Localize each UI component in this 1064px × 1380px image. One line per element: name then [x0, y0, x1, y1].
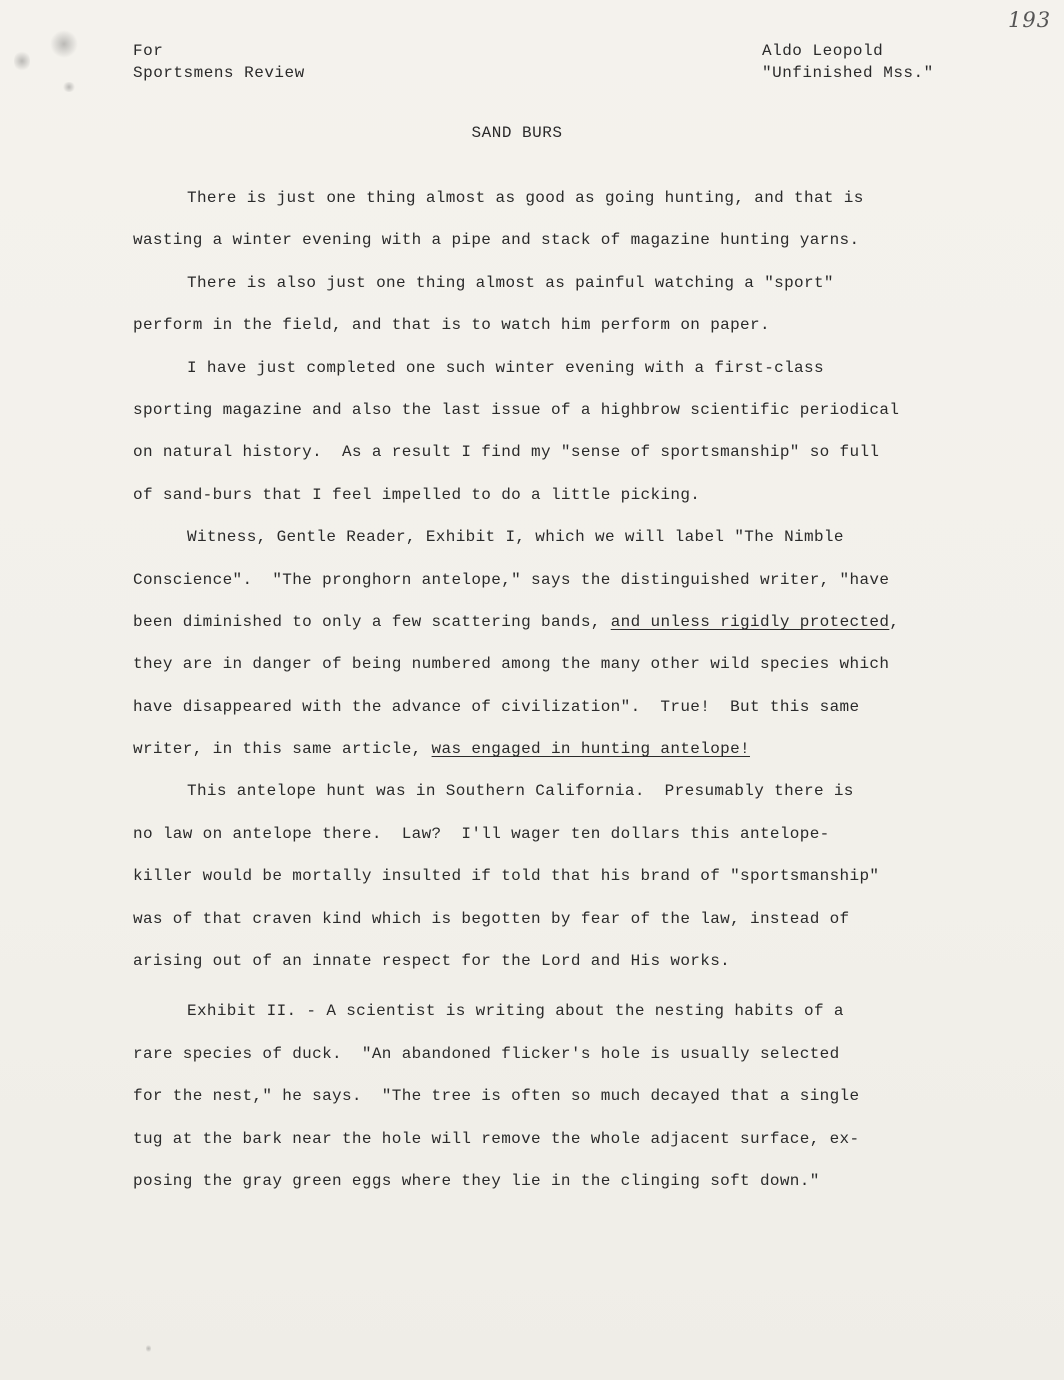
text-line: Conscience". "The pronghorn antelope," says the distinguished writer, "have — [133, 570, 890, 589]
text-line: on natural history. As a result I find my "sense of sportsmanship" so full — [133, 443, 880, 462]
text-line: for the nest," he says. "The tree is often so much decayed that a single — [133, 1087, 860, 1106]
text-line — [133, 606, 963, 648]
text-line: of sand-burs that I feel impelled to do a little picking. — [133, 485, 701, 504]
text-line: sporting magazine and also the last issue of a highbrow scientific periodical — [133, 400, 900, 419]
text-line: perform in the field, and that is to watch him perform on paper. — [133, 316, 770, 335]
header-left-line-2: Sportsmens Review — [133, 64, 305, 82]
handwritten-page-number: 193 — [1008, 8, 1052, 32]
text-line: arising out of an innate respect for the Lord and His works. — [133, 952, 731, 971]
header-left-line-1: For — [133, 42, 164, 60]
text-line: killer would be mortally insulted if told that his brand of "sportsmanship" — [133, 867, 880, 886]
text-line: no law on antelope there. Law? I'll wager ten dollars this antelope- — [133, 824, 830, 843]
header-author — [762, 40, 934, 84]
paragraph-gap — [133, 987, 963, 995]
text-line: have disappeared with the advance of civilization". True! But this same — [133, 697, 860, 716]
text-line: There is just one thing almost as good as going hunting, and that is — [187, 189, 864, 207]
header-publication — [133, 40, 305, 84]
text-line: they are in danger of being numbered among the many other wild species which — [133, 655, 890, 674]
text-line: This antelope hunt was in Southern California. Presumably there is — [187, 782, 854, 801]
header-right-line-2: "Unfinished Mss." — [762, 64, 934, 82]
underlined-phrase: was engaged in hunting antelope! — [431, 740, 750, 759]
header-right-line-1: Aldo Leopold — [762, 42, 884, 60]
text-segment: writer, in this same article, — [133, 740, 432, 759]
text-segment: , — [889, 612, 900, 631]
text-line: I have just completed one such winter evening with a first-class — [187, 358, 824, 377]
text-line: was of that craven kind which is begotten by fear of the law, instead of — [133, 909, 850, 928]
text-line: Exhibit II. - A scientist is writing about the nesting habits of a — [187, 1002, 844, 1021]
text-line: rare species of duck. "An abandoned flicker's hole is usually selected — [133, 1044, 840, 1063]
document-title: SAND BURS — [471, 124, 563, 142]
ink-smudge — [50, 30, 78, 58]
body-text — [133, 182, 963, 1207]
ink-smudge — [14, 50, 30, 72]
ink-smudge — [62, 82, 76, 92]
underlined-phrase: and unless rigidly protected — [610, 612, 890, 631]
text-line: Witness, Gentle Reader, Exhibit I, which we will label "The Nimble — [187, 528, 844, 547]
text-line — [133, 733, 963, 775]
text-segment: been diminished to only a few scattering bands, — [133, 612, 611, 631]
text-line: posing the gray green eggs where they lie in the clinging soft down." — [133, 1171, 820, 1190]
text-line: wasting a winter evening with a pipe and stack of magazine hunting yarns. — [133, 231, 860, 250]
text-line: There is also just one thing almost as painful watching a "sport" — [187, 273, 834, 292]
text-line: tug at the bark near the hole will remove the whole adjacent surface, ex- — [133, 1129, 860, 1148]
ink-smudge — [146, 1344, 151, 1353]
